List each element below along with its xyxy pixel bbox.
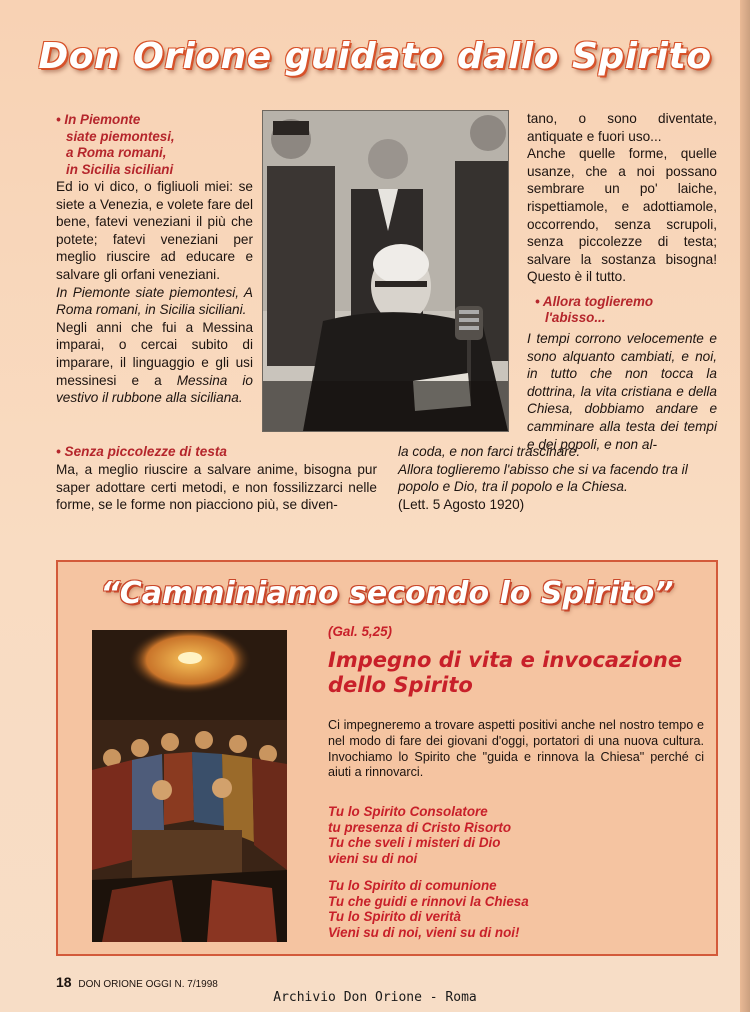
section-heading-piccolezze: • Senza piccolezze di testa: [56, 444, 227, 459]
column-right: [527, 110, 717, 453]
paragraph: Negli anni che fui a Messina imparai, o cercai subito di imparare, il linguaggio e gli usi messinesi e a Messina io vestivo il rubbone alla siciliana.: [56, 319, 253, 406]
spirit-box: [56, 560, 718, 956]
magazine-name: DON ORIONE OGGI N. 7/1998: [78, 979, 218, 990]
page-number: 18: [56, 974, 72, 990]
paragraph: tano, o sono diventate, antiquate e fuori uso...: [527, 111, 717, 144]
paragraph-span: Ma, a meglio riuscire a salvare anime, bisogna pur saper adottare certi metodi, e non fossilizzarci nelle forme, se le forme non piacciono più, se diven-: [56, 462, 377, 513]
page-edge: [740, 0, 750, 1012]
column-left: [56, 112, 253, 407]
box-title: “Camminiamo secondo lo Spirito”: [100, 576, 674, 611]
paragraph: Anche quelle forme, quelle usanze, che a noi possano sembrare un po' laiche, rispettiamole, e adottiamole, occorrendo, senza scrupoli, senza piccolezze di testa; salvare la sostanza bisogna! Questo è il tutto.: [527, 146, 717, 285]
page-footer: [56, 974, 218, 990]
archive-watermark: Archivio Don Orione - Roma: [273, 990, 477, 1005]
historical-photo: [262, 110, 509, 432]
paragraph-italic: I tempi corrono velocemente e sono alquanto cambiati, e noi, in tutto che non tocca la dottrina, la vita cristiana e della Chiesa, dobbiamo andare e camminare alla testa dei tempi e dei popoli, e non al-: [527, 330, 717, 452]
citation: (Gal. 5,25): [328, 624, 393, 639]
paragraph: Ed io vi dico, o figliuoli miei: se siete a Venezia, e volete fare del bene, fatevi veneziani il più che potete; fatevi veneziani per meglio riuscire ad educare e salvare gli orfani veneziani.: [56, 179, 253, 282]
box-heading: Impegno di vita e invocazione dello Spirito: [328, 648, 683, 697]
paragraph-italic: In Piemonte siate piemontesi, A Roma romani, in Sicilia siciliani.: [56, 284, 253, 318]
invocation-block-1: Tu lo Spirito Consolatore tu presenza di Cristo Risorto Tu che sveli i misteri di Dio vieni su di noi: [328, 804, 512, 866]
section-heading-abisso: • Allora toglieremo l'abisso...: [535, 293, 654, 326]
invocation-block-2: Tu lo Spirito di comunione Tu che guidi e rinnovi la Chiesa Tu lo Spirito di verità Vieni su di noi, vieni su di noi!: [328, 878, 529, 940]
box-body-text: Ci impegneremo a trovare aspetti positivi anche nel nostro tempo e nel modo di fare dei giovani d'oggi, portatori di una nuova cultura. Invochiamo lo Spirito che "guida e rinnova la Chiesa" perché ci aiuti a rinnovarci.: [328, 718, 704, 780]
page-title: Don Orione guidato dallo Spirito: [38, 36, 712, 77]
closing-text: la coda, e non farci trascinare. Allora toglieremo l'abisso che si va facendo tra il popolo e Dio, tra il popolo e la Chiesa. (Lett. 5 Agosto 1920): [398, 444, 688, 512]
section-heading-piemonte: • In Piemonte siate piemontesi, a Roma romani, in Sicilia siciliani: [56, 112, 175, 177]
pentecost-painting: [92, 630, 287, 942]
